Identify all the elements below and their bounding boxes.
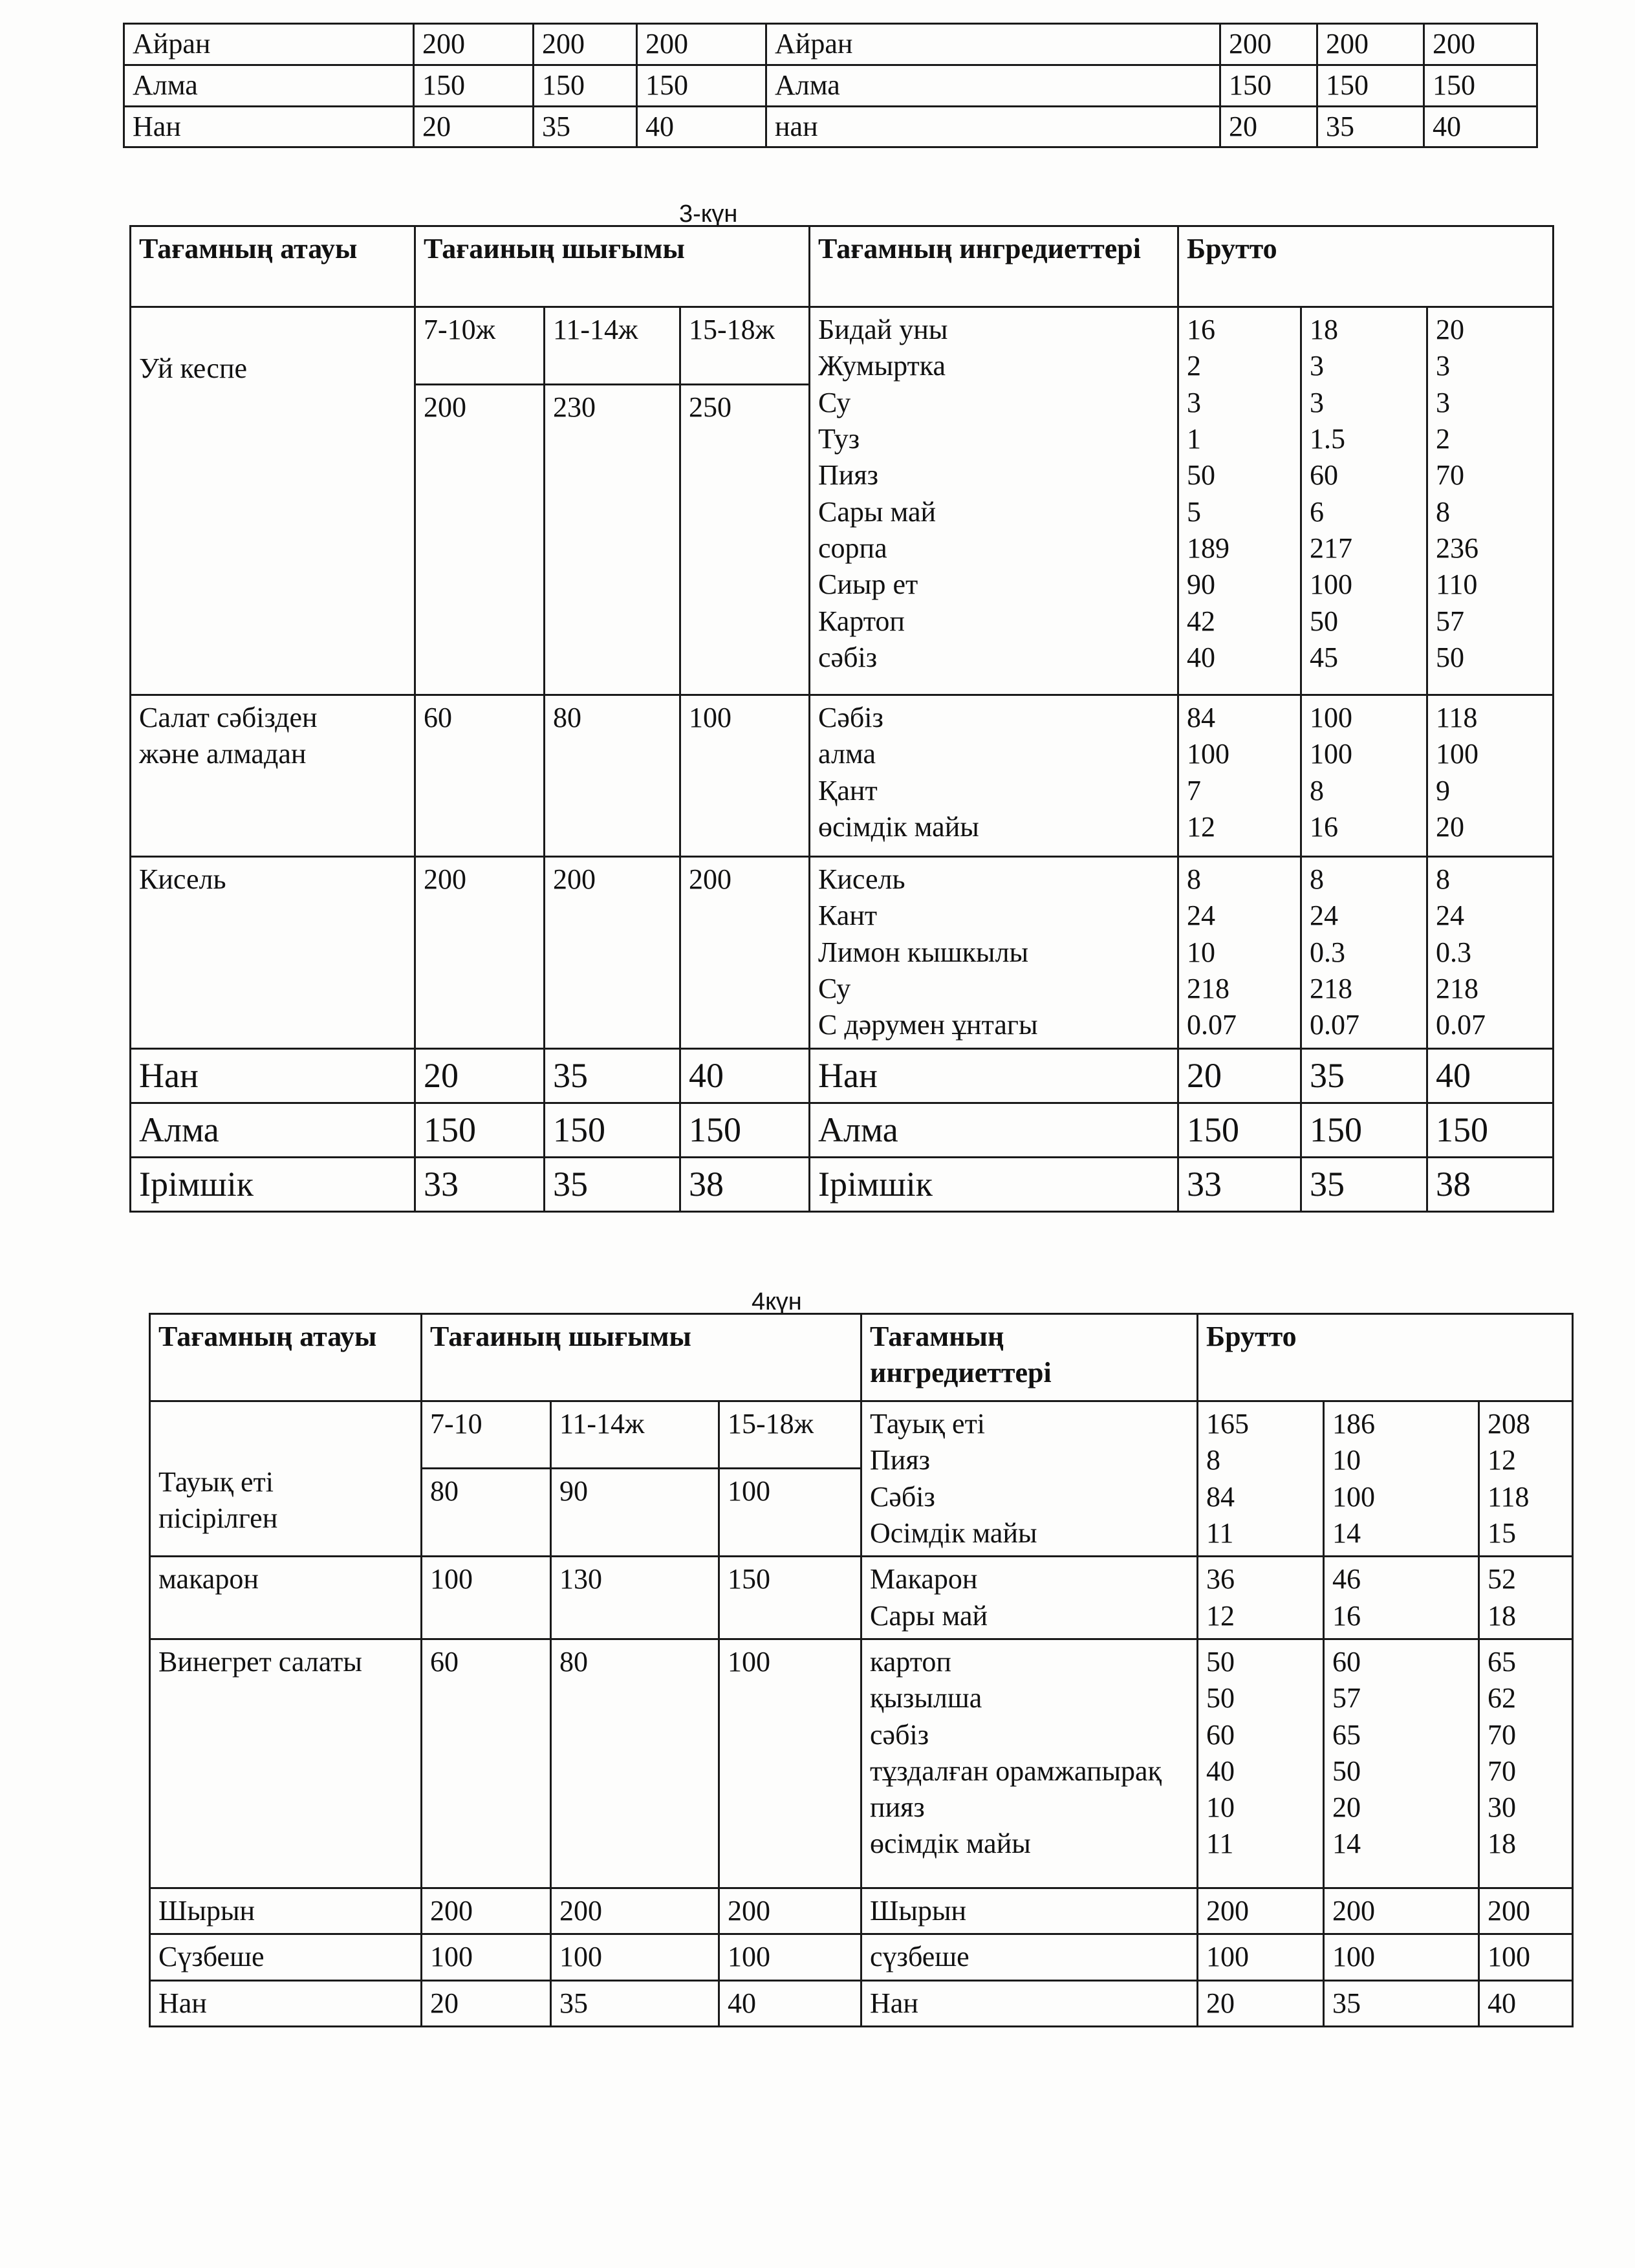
brutto-value: 150 bbox=[1178, 1103, 1301, 1157]
yield-value: 35 bbox=[545, 1157, 680, 1211]
brutto-list: 165 8 84 11 bbox=[1198, 1401, 1324, 1557]
yield-value: 100 bbox=[719, 1469, 861, 1557]
header-ingredients: Тағамның ингредиеттері bbox=[810, 226, 1178, 307]
table-row bbox=[124, 24, 1537, 65]
header-ingredients: Тағамның ингредиеттері bbox=[861, 1314, 1198, 1401]
yield-value: 100 bbox=[719, 1934, 861, 1980]
brutto-value: 200 bbox=[1424, 24, 1537, 65]
brutto-list: 36 12 bbox=[1198, 1557, 1324, 1639]
yield-value: 150 bbox=[680, 1103, 810, 1157]
ingredient-name: Алма bbox=[766, 65, 1220, 106]
brutto-list: 60 57 65 50 20 14 bbox=[1324, 1639, 1479, 1888]
table-row bbox=[150, 1980, 1573, 2026]
age-label: 15-18ж bbox=[680, 307, 810, 385]
table-row bbox=[131, 1157, 1554, 1211]
day3-caption: 3-күн bbox=[679, 200, 738, 228]
yield-value: 35 bbox=[545, 1048, 680, 1103]
age-row bbox=[131, 307, 1554, 385]
dish-name-text: Тауық еті пісірілген bbox=[158, 1466, 278, 1535]
top-table bbox=[123, 23, 1538, 148]
brutto-value: 20 bbox=[1220, 106, 1317, 147]
brutto-list: 118 100 9 20 bbox=[1427, 695, 1554, 857]
dish-name: макарон bbox=[150, 1557, 422, 1639]
ingredient-name: Шырын bbox=[861, 1888, 1198, 1934]
yield-value: 40 bbox=[719, 1980, 861, 2026]
brutto-value: 150 bbox=[1317, 65, 1424, 106]
yield-value: 90 bbox=[551, 1469, 719, 1557]
brutto-list: 18 3 3 1.5 60 6 217 100 50 45 bbox=[1301, 307, 1427, 695]
yield-value: 35 bbox=[551, 1980, 719, 2026]
yield-value: 200 bbox=[414, 24, 534, 65]
dish-name: Нан bbox=[131, 1048, 415, 1103]
yield-value: 150 bbox=[414, 65, 534, 106]
yield-value: 150 bbox=[415, 1103, 545, 1157]
brutto-value: 33 bbox=[1178, 1157, 1301, 1211]
dish-name bbox=[131, 307, 415, 695]
brutto-value: 150 bbox=[1301, 1103, 1427, 1157]
brutto-value: 100 bbox=[1324, 1934, 1479, 1980]
brutto-value: 100 bbox=[1479, 1934, 1573, 1980]
table-row bbox=[150, 1639, 1573, 1888]
brutto-value: 35 bbox=[1324, 1980, 1479, 2026]
yield-value: 200 bbox=[719, 1888, 861, 1934]
brutto-list: 65 62 70 70 30 18 bbox=[1479, 1639, 1573, 1888]
brutto-list: 8 24 0.3 218 0.07 bbox=[1301, 857, 1427, 1049]
dish-name: Айран bbox=[124, 24, 414, 65]
yield-value: 230 bbox=[545, 385, 680, 695]
yield-value: 40 bbox=[680, 1048, 810, 1103]
yield-value: 200 bbox=[422, 1888, 551, 1934]
yield-value: 200 bbox=[545, 857, 680, 1049]
dish-name: Алма bbox=[124, 65, 414, 106]
yield-value: 200 bbox=[551, 1888, 719, 1934]
yield-value: 100 bbox=[551, 1934, 719, 1980]
yield-value: 150 bbox=[534, 65, 637, 106]
yield-value: 200 bbox=[680, 857, 810, 1049]
yield-value: 200 bbox=[415, 857, 545, 1049]
header-brutto: Брутто bbox=[1198, 1314, 1573, 1401]
header-row bbox=[150, 1314, 1573, 1401]
yield-value: 200 bbox=[415, 385, 545, 695]
age-label: 15-18ж bbox=[719, 1401, 861, 1469]
day4-caption: 4күн bbox=[752, 1288, 802, 1315]
brutto-value: 200 bbox=[1479, 1888, 1573, 1934]
dish-name: Шырын bbox=[150, 1888, 422, 1934]
brutto-list: 8 24 10 218 0.07 bbox=[1178, 857, 1301, 1049]
brutto-value: 40 bbox=[1427, 1048, 1554, 1103]
table-row bbox=[150, 1888, 1573, 1934]
brutto-list: 186 10 100 14 bbox=[1324, 1401, 1479, 1557]
yield-value: 80 bbox=[551, 1639, 719, 1888]
yield-value: 200 bbox=[637, 24, 766, 65]
brutto-value: 35 bbox=[1301, 1157, 1427, 1211]
table-row bbox=[150, 1934, 1573, 1980]
dish-name bbox=[150, 1401, 422, 1557]
brutto-value: 200 bbox=[1317, 24, 1424, 65]
yield-value: 35 bbox=[534, 106, 637, 147]
brutto-value: 200 bbox=[1220, 24, 1317, 65]
yield-value: 80 bbox=[545, 695, 680, 857]
table-row bbox=[131, 695, 1554, 857]
yield-value: 150 bbox=[719, 1557, 861, 1639]
day4-table bbox=[149, 1313, 1574, 2027]
ingredient-name: нан bbox=[766, 106, 1220, 147]
header-yield: Тағаиның шығымы bbox=[415, 226, 810, 307]
header-dish: Тағамның атауы bbox=[150, 1314, 422, 1401]
brutto-value: 40 bbox=[1424, 106, 1537, 147]
table-row bbox=[131, 1048, 1554, 1103]
yield-value: 60 bbox=[415, 695, 545, 857]
header-brutto: Брутто bbox=[1178, 226, 1554, 307]
brutto-value: 100 bbox=[1198, 1934, 1324, 1980]
yield-value: 150 bbox=[545, 1103, 680, 1157]
yield-value: 100 bbox=[719, 1639, 861, 1888]
yield-value: 60 bbox=[422, 1639, 551, 1888]
dish-name: Ірімшік bbox=[131, 1157, 415, 1211]
dish-name: Кисель bbox=[131, 857, 415, 1049]
ingredient-name: Алма bbox=[810, 1103, 1178, 1157]
yield-value: 150 bbox=[637, 65, 766, 106]
ingredient-list: Кисель Кант Лимон кышкылы Су С дәрумен ұнтагы bbox=[810, 857, 1178, 1049]
dish-name: Сүзбеше bbox=[150, 1934, 422, 1980]
ingredient-name: Ірімшік bbox=[810, 1157, 1178, 1211]
ingredient-name: Айран bbox=[766, 24, 1220, 65]
table-row bbox=[131, 1103, 1554, 1157]
header-row bbox=[131, 226, 1554, 307]
ingredient-list: Макарон Сары май bbox=[861, 1557, 1198, 1639]
brutto-value: 150 bbox=[1427, 1103, 1554, 1157]
brutto-list: 50 50 60 40 10 11 bbox=[1198, 1639, 1324, 1888]
dish-name: Винегрет салаты bbox=[150, 1639, 422, 1888]
brutto-list: 84 100 7 12 bbox=[1178, 695, 1301, 857]
brutto-value: 20 bbox=[1198, 1980, 1324, 2026]
day3-table bbox=[129, 225, 1554, 1213]
brutto-value: 35 bbox=[1317, 106, 1424, 147]
age-label: 11-14ж bbox=[545, 307, 680, 385]
yield-value: 80 bbox=[422, 1469, 551, 1557]
header-yield: Тағаиның шығымы bbox=[422, 1314, 861, 1401]
ingredient-list: Бидай уны Жумыртка Су Туз Пияз Сары май сорпа Сиыр ет Картоп сәбіз bbox=[810, 307, 1178, 695]
ingredient-list: Сәбіз алма Қант өсімдік майы bbox=[810, 695, 1178, 857]
yield-value: 130 bbox=[551, 1557, 719, 1639]
yield-value: 100 bbox=[422, 1557, 551, 1639]
dish-name-text: Уй кеспе bbox=[139, 352, 248, 384]
dish-name: Нан bbox=[124, 106, 414, 147]
brutto-list: 20 3 3 2 70 8 236 110 57 50 bbox=[1427, 307, 1554, 695]
header-dish: Тағамның атауы bbox=[131, 226, 415, 307]
brutto-value: 40 bbox=[1479, 1980, 1573, 2026]
ingredient-list: Тауық еті Пияз Сәбіз Осімдік майы bbox=[861, 1401, 1198, 1557]
brutto-value: 20 bbox=[1178, 1048, 1301, 1103]
age-label: 11-14ж bbox=[551, 1401, 719, 1469]
yield-value: 33 bbox=[415, 1157, 545, 1211]
yield-value: 200 bbox=[534, 24, 637, 65]
brutto-value: 200 bbox=[1324, 1888, 1479, 1934]
yield-value: 40 bbox=[637, 106, 766, 147]
ingredient-list: картоп қызылша сәбіз тұздалған орамжапырақ пияз өсімдік майы bbox=[861, 1639, 1198, 1888]
yield-value: 20 bbox=[415, 1048, 545, 1103]
yield-value: 38 bbox=[680, 1157, 810, 1211]
yield-value: 100 bbox=[680, 695, 810, 857]
dish-name: Салат сәбізден және алмадан bbox=[131, 695, 415, 857]
ingredient-name: Нан bbox=[861, 1980, 1198, 2026]
brutto-value: 150 bbox=[1424, 65, 1537, 106]
ingredient-name: Нан bbox=[810, 1048, 1178, 1103]
brutto-list: 100 100 8 16 bbox=[1301, 695, 1427, 857]
brutto-list: 52 18 bbox=[1479, 1557, 1573, 1639]
dish-name: Алма bbox=[131, 1103, 415, 1157]
brutto-value: 150 bbox=[1220, 65, 1317, 106]
table-row bbox=[131, 857, 1554, 1049]
ingredient-name: сүзбеше bbox=[861, 1934, 1198, 1980]
yield-value: 20 bbox=[414, 106, 534, 147]
yield-value: 20 bbox=[422, 1980, 551, 2026]
brutto-list: 16 2 3 1 50 5 189 90 42 40 bbox=[1178, 307, 1301, 695]
brutto-list: 208 12 118 15 bbox=[1479, 1401, 1573, 1557]
brutto-list: 46 16 bbox=[1324, 1557, 1479, 1639]
brutto-value: 38 bbox=[1427, 1157, 1554, 1211]
brutto-value: 200 bbox=[1198, 1888, 1324, 1934]
yield-value: 100 bbox=[422, 1934, 551, 1980]
brutto-value: 35 bbox=[1301, 1048, 1427, 1103]
age-label: 7-10 bbox=[422, 1401, 551, 1469]
table-row bbox=[150, 1557, 1573, 1639]
age-label: 7-10ж bbox=[415, 307, 545, 385]
table-row bbox=[124, 106, 1537, 147]
brutto-list: 8 24 0.3 218 0.07 bbox=[1427, 857, 1554, 1049]
age-row bbox=[150, 1401, 1573, 1469]
yield-value: 250 bbox=[680, 385, 810, 695]
dish-name: Нан bbox=[150, 1980, 422, 2026]
table-row bbox=[124, 65, 1537, 106]
